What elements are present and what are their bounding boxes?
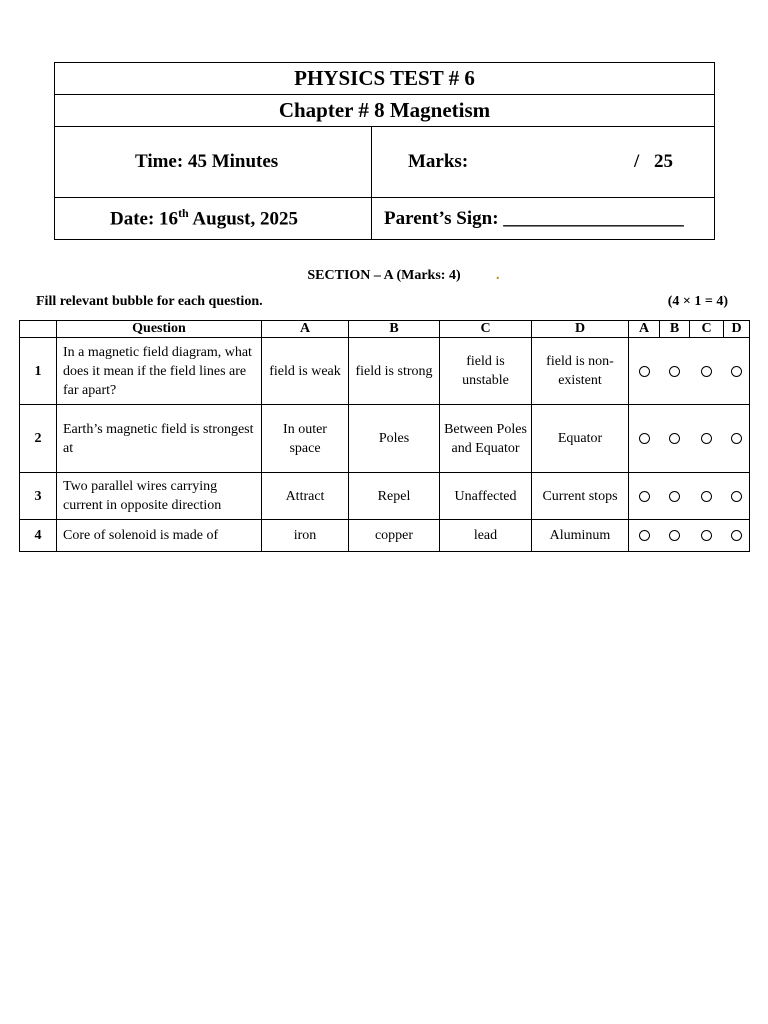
question-number: 3 <box>20 473 57 520</box>
date-suffix: August, 2025 <box>188 208 299 230</box>
option-c: field is unstable <box>440 338 532 405</box>
option-a: field is weak <box>262 338 349 405</box>
option-c: Unaffected <box>440 473 532 520</box>
option-d: Current stops <box>532 473 629 520</box>
section-title: SECTION – A (Marks: 4) <box>307 268 461 283</box>
bubble-c[interactable] <box>701 491 712 502</box>
question-number: 1 <box>20 338 57 405</box>
header-question: Question <box>57 321 262 338</box>
table-row <box>20 338 750 405</box>
bubble-b[interactable] <box>669 366 680 377</box>
question-table <box>19 320 750 552</box>
bubble-a[interactable] <box>639 366 650 377</box>
bubble-a[interactable] <box>639 491 650 502</box>
header-bubble-a: A <box>629 321 660 338</box>
date-superscript: th <box>178 206 189 221</box>
table-row <box>20 520 750 552</box>
header-bubble-c: C <box>690 321 724 338</box>
header-option-c: C <box>440 321 532 338</box>
chapter-title: Chapter # 8 Magnetism <box>55 95 715 127</box>
bubble-c[interactable] <box>701 366 712 377</box>
bubble-c[interactable] <box>701 433 712 444</box>
table-row <box>20 405 750 473</box>
marks-field <box>372 127 715 198</box>
option-b: Poles <box>349 405 440 473</box>
time-field: Time: 45 Minutes <box>55 127 372 198</box>
parent-sign-field: Parent’s Sign: ___________________ <box>372 198 715 240</box>
instruction-text: Fill relevant bubble for each question. <box>36 294 263 309</box>
marks-slash: / <box>634 151 640 172</box>
bubble-a[interactable] <box>639 530 650 541</box>
table-row <box>20 473 750 520</box>
date-field <box>55 198 372 240</box>
option-b: copper <box>349 520 440 552</box>
section-dot: . <box>496 268 500 283</box>
marks-label: Marks: <box>408 151 469 172</box>
question-number: 4 <box>20 520 57 552</box>
option-a: Attract <box>262 473 349 520</box>
question-number: 2 <box>20 405 57 473</box>
bubble-d[interactable] <box>731 530 742 541</box>
marks-formula: (4 × 1 = 4) <box>667 294 728 309</box>
option-b: field is strong <box>349 338 440 405</box>
bubble-a[interactable] <box>639 433 650 444</box>
option-a: In outer space <box>262 405 349 473</box>
header-bubble-b: B <box>660 321 690 338</box>
header-bubble-d: D <box>724 321 750 338</box>
table-header-row <box>20 321 750 338</box>
test-header <box>54 62 715 240</box>
question-text: Two parallel wires carrying current in opposite direction <box>57 473 262 520</box>
option-c: lead <box>440 520 532 552</box>
option-d: Equator <box>532 405 629 473</box>
bubble-b[interactable] <box>669 433 680 444</box>
question-text: Earth’s magnetic field is strongest at <box>57 405 262 473</box>
option-b: Repel <box>349 473 440 520</box>
bubble-b[interactable] <box>669 491 680 502</box>
question-text: In a magnetic field diagram, what does it mean if the field lines are far apart? <box>57 338 262 405</box>
bubble-d[interactable] <box>731 433 742 444</box>
option-c: Between Poles and Equator <box>440 405 532 473</box>
marks-total: 25 <box>654 151 673 172</box>
date-prefix: Date: 16 <box>110 208 179 230</box>
option-a: iron <box>262 520 349 552</box>
header-num <box>20 321 57 338</box>
bubble-c[interactable] <box>701 530 712 541</box>
bubble-d[interactable] <box>731 491 742 502</box>
header-option-b: B <box>349 321 440 338</box>
test-title: PHYSICS TEST # 6 <box>55 63 715 95</box>
header-option-d: D <box>532 321 629 338</box>
option-d: Aluminum <box>532 520 629 552</box>
header-option-a: A <box>262 321 349 338</box>
bubble-b[interactable] <box>669 530 680 541</box>
bubble-d[interactable] <box>731 366 742 377</box>
question-text: Core of solenoid is made of <box>57 520 262 552</box>
option-d: field is non-existent <box>532 338 629 405</box>
